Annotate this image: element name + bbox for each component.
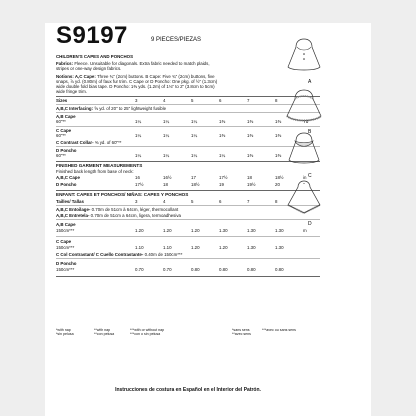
footnote: *sans sens (232, 328, 250, 332)
meter-cell: 0.80 (275, 267, 284, 272)
meter-cell: 1.20 (191, 245, 200, 250)
finished-title: FINISHED GARMENT MEASUREMENTS (56, 163, 143, 168)
yardage-cell: 1¼ (135, 153, 142, 158)
view-label-b: B (308, 129, 312, 135)
row-label: D Poncho (56, 182, 77, 187)
d-poncho-row (56, 153, 320, 159)
measure-cell: 17½ (135, 182, 144, 187)
meter-cell: 1.30 (247, 245, 256, 250)
entretela-label: A,B,C Entretela- (56, 213, 90, 218)
meter-cell: 1.20 (191, 228, 200, 233)
interfacing-text: ⅝ yd. of 20" to 25" lightweight fusible (94, 106, 167, 111)
footnote: ***with or without nap (130, 328, 165, 332)
fabrics-line-2: stripes or one-way design fabrics. (56, 66, 122, 71)
divider (56, 190, 320, 191)
sizes-label: Sizes (56, 98, 68, 103)
meter-cell: 0.70 (163, 267, 172, 272)
size-cell: 4 (163, 98, 166, 103)
yardage-cell: 1¼ (135, 119, 142, 124)
footnote: **with nap (94, 328, 111, 332)
meter-cell: 1.30 (219, 228, 228, 233)
fabric-width: 150cm*** (56, 245, 75, 250)
yardage-cell: 1⅜ (275, 133, 282, 138)
view-label-d: D (308, 221, 312, 227)
footnote: ***con o sin pelusa (130, 332, 161, 336)
entretela-row (56, 213, 181, 218)
fabric-width: 150cm*** (56, 267, 75, 272)
measure-cell: 17½ (219, 175, 228, 180)
footnote: ***avec ou sans sens (262, 328, 296, 332)
meter-cell: 1.30 (275, 245, 284, 250)
size-cell: 7 (247, 199, 250, 204)
footnote: *with nap (56, 328, 71, 332)
yardage-cell: 1¼ (219, 153, 226, 158)
spanish-title: ENFANT: CAPES ET PONCHOS/ NIÑAS: CAPES Y PONCHOS (56, 192, 189, 197)
divider (56, 219, 320, 220)
measure-cell: 16½ (163, 175, 172, 180)
size-cell: 5 (191, 199, 194, 204)
yardage-cell: 1¼ (135, 133, 142, 138)
yardage-cell: 1⅜ (219, 119, 226, 124)
footnote-col-1 (56, 328, 74, 336)
c-cape-row (56, 133, 320, 139)
notions-line-4: wide fringe trim. (56, 89, 87, 94)
interfacing-label: A,B,C Interfacing: (56, 106, 94, 111)
size-cell: 3 (135, 199, 138, 204)
ab-cape-metric-label: A,B Cape (56, 222, 76, 227)
d-poncho-metric-label: D Poncho (56, 261, 77, 266)
measure-cell: 18½ (191, 182, 200, 187)
divider (56, 146, 320, 147)
size-cell: 5 (191, 98, 194, 103)
entoilage-label: A,B,C Entoilage- (56, 207, 91, 212)
size-cell: 6 (219, 98, 222, 103)
divider (56, 126, 320, 127)
poncho-d-illustration (284, 175, 324, 227)
spanish-instructions-note: Instrucciones de costura en Español en el Interior del Patrón. (115, 387, 261, 393)
yardage-cell: 1¼ (163, 153, 170, 158)
measure-cell: 19 (219, 182, 224, 187)
divider (56, 258, 320, 259)
divider (56, 104, 320, 105)
footnote-col-4 (232, 328, 251, 336)
divider (56, 276, 320, 277)
size-cell: 6 (219, 199, 222, 204)
fabric-width: 60"** (56, 119, 66, 124)
footnote-col-5 (262, 328, 296, 332)
notions-label: Notions: A,C Cape: (56, 74, 96, 79)
yardage-cell: 1⅜ (247, 133, 254, 138)
yardage-cell: 1⅜ (275, 153, 282, 158)
measure-cell: 17 (191, 175, 196, 180)
meter-cell: 1.20 (135, 228, 144, 233)
ab-cape-row (56, 119, 320, 125)
divider (56, 205, 320, 206)
footnote: **avec sens (232, 332, 251, 336)
meter-cell: 1.30 (247, 228, 256, 233)
c-cape-metric-label: C Cape (56, 239, 72, 244)
meter-cell: 0.80 (191, 267, 200, 272)
size-cell: 8 (275, 98, 278, 103)
c-collar-text: ⅜ yd. of 60"** (94, 140, 122, 145)
meter-cell: 1.10 (135, 245, 144, 250)
yardage-cell: 1¼ (191, 119, 198, 124)
finished-cape-row (56, 175, 320, 181)
footnote: *sin pelusa (56, 332, 74, 336)
meter-cell: 0.80 (247, 267, 256, 272)
c-cape-metric-row (56, 245, 320, 251)
yardage-cell: 1⅜ (275, 119, 282, 124)
pattern-number: S9197 (56, 22, 128, 49)
fabric-width: 60"** (56, 153, 66, 158)
yardage-cell: 1⅜ (247, 153, 254, 158)
measure-cell: 20 (275, 182, 280, 187)
measure-cell: 18 (163, 182, 168, 187)
yardage-cell: 1⅜ (219, 133, 226, 138)
c-col-label: C Col Contrastant/ C Cuello Contrastante- (56, 252, 144, 257)
meter-cell: 1.30 (275, 228, 284, 233)
measure-cell: 16 (135, 175, 140, 180)
finished-subtitle: Finished back length from base of neck: (56, 169, 134, 174)
ab-cape-metric-row (56, 228, 320, 234)
measure-cell: 19½ (247, 182, 256, 187)
d-poncho-label: D Poncho (56, 148, 77, 153)
view-label-a: A (308, 79, 312, 85)
meter-cell: 1.20 (219, 245, 228, 250)
size-cell: 3 (135, 98, 138, 103)
footnote: **con pelusa (94, 332, 115, 336)
size-cell: 4 (163, 199, 166, 204)
notions-line-3: wide double fold bias tape. D Poncho: 1⅜ yds. (1.2m) of 1⅛" to 2" (3.8cm to 5cm) (56, 84, 215, 89)
view-label-c: C (308, 173, 312, 179)
entoilage-row (56, 207, 178, 212)
fabric-width: 60"** (56, 133, 66, 138)
meter-cell: 1.10 (163, 245, 172, 250)
footnote-col-2 (94, 328, 114, 336)
garment-title: CHILDREN'S CAPES AND PONCHOS (56, 54, 133, 59)
ab-cape-label: A,B Cape (56, 114, 76, 119)
unit-label: in (303, 175, 307, 180)
meter-cell: 0.80 (219, 267, 228, 272)
meter-cell: 1.20 (163, 228, 172, 233)
entoilage-text: 0.70m de 51cm à 64cm, léger, thermocollant (91, 207, 179, 212)
meter-cell: 0.70 (135, 267, 144, 272)
divider (56, 236, 320, 237)
c-collar-row (56, 140, 122, 145)
interfacing-row (56, 106, 166, 111)
size-cell: 7 (247, 98, 250, 103)
footnote-col-3 (130, 328, 164, 336)
yardage-cell: 1¼ (191, 133, 198, 138)
fabrics-label: Fabrics: (56, 61, 74, 66)
measure-cell: 18½ (275, 175, 284, 180)
unit-label: m (303, 228, 307, 233)
cape-c-illustration (284, 127, 324, 179)
entretela-text: 0.70m de 51cm a 64cm, ligera, termoadhesiva (90, 213, 181, 218)
divider (56, 161, 320, 162)
fabric-width: 150cm*** (56, 228, 75, 233)
fabrics-text: Fleece. Unsuitable for diagonals. Extra fabric needed to match plaids, (74, 61, 210, 66)
tailles-label: Tailles/ Tallas (56, 199, 84, 204)
divider (56, 96, 320, 97)
c-col-row (56, 252, 182, 257)
notions-text-1: Three ¾" (2cm) buttons. B Cape: Five ¾" (2cm) buttons, five (96, 74, 215, 79)
yardage-cell: 1⅜ (247, 119, 254, 124)
measure-cell: 18 (247, 175, 252, 180)
yardage-cell: 1¼ (163, 119, 170, 124)
unit-label: Yd (303, 119, 309, 124)
c-col-text: 0.40m de 150cm*** (144, 252, 183, 257)
yardage-cell: 1¼ (163, 133, 170, 138)
pieces-count: 9 PIECES/PIEZAS (151, 37, 202, 43)
row-label: A,B,C Cape (56, 175, 80, 180)
cape-a-illustration (284, 33, 324, 85)
d-poncho-metric-row (56, 267, 320, 273)
unit-label: " (303, 182, 305, 187)
c-cape-label: C Cape (56, 128, 72, 133)
divider (56, 112, 320, 113)
yardage-cell: 1¼ (191, 153, 198, 158)
size-cell: 8 (275, 199, 278, 204)
c-collar-label: C Contrast Collar- (56, 140, 94, 145)
notions-line-2: snaps, ⅞ yd. (0.80m) of faux fur trim. C Cape or D Poncho: One pkg. of ½" (1.3cm) (56, 79, 218, 84)
finished-poncho-row (56, 182, 320, 188)
